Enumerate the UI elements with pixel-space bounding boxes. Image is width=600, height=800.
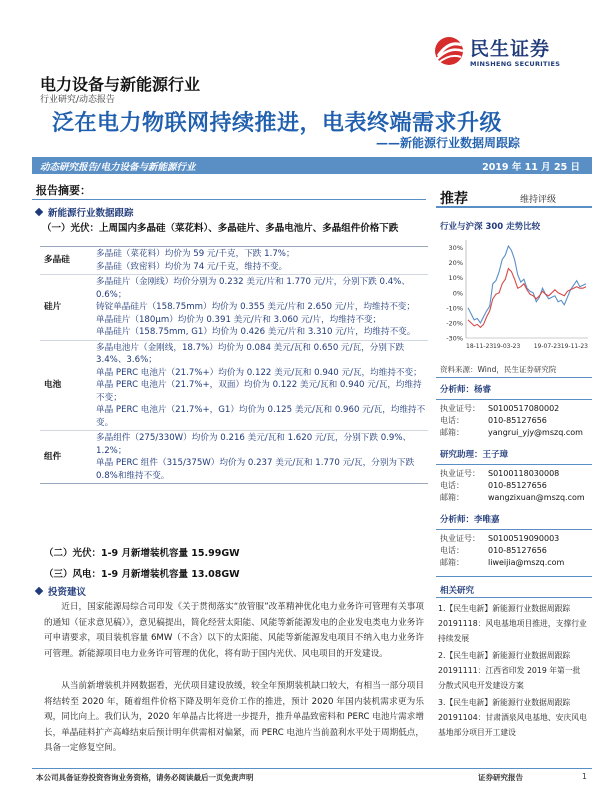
rating-sub: 维持评级: [520, 195, 557, 205]
footer-label: 证券研究报告: [478, 773, 523, 782]
chart-x-tick-label: 19-07-23: [533, 343, 561, 350]
investment-paragraph-1: 近日，国家能源局综合司印发《关于贯彻落实“放管服”改革精神优化电力业务许可管理有关事项的通知（征求意见稿）》，意见稿提出，简化经营太阳能、风能等新能源发电的企业发电类电力业务许可申请要求，项目装机容量 6MW（不含）以下的太阳能、风能等新能源发电项目不纳入电力业务许可管理。新能源项目电力业务许可管理的优化，将有助于国内光伏、风电项目的开发建设。: [44, 602, 424, 659]
chart-series-line: [468, 269, 586, 328]
table-description: 多晶硅片（金刚线）均价分别为 0.232 美元/片和 1.770 元/片，分别下跌 0.4%、0.6%； 铸锭单晶硅片（158.75mm）均价为 0.355 美元/片和 2.650 元/片，均维持不变； 单晶硅片（180μm）均价为 0.391 美元/片和 3.060 元/片，均维持不变； 单晶硅片（158.75mm, G1）均价为 0.426 美元/片和 3.310 元/片，均维持不变。: [94, 275, 428, 341]
table-category: 多晶硅: [40, 247, 94, 275]
footer-divider: [32, 768, 592, 769]
analyst-phone-label: 电话：: [440, 546, 464, 555]
chart-series-line: [468, 246, 586, 323]
analyst-email[interactable]: [440, 492, 590, 504]
table-description: 多晶电池片（金刚线，18.7%）均价为 0.084 美元/瓦和 0.650 元/瓦，分别下跌 3.4%、3.6%； 单晶 PERC 电池片（21.7%+）均价为 0.122 美元/瓦和 0.940 元/瓦，均维持不变； 单晶 PERC 电池片（21.7%+，双面）均价为 0.122 美元/瓦和 0.940 元/瓦，均维持不变； 单晶 PERC 电池片（21.7%+，G1）均价为 0.125 美元/瓦和 0.960 元/瓦，均维持不变。: [94, 340, 428, 431]
related-report-link[interactable]: 3.【民生电新】新能源行业数据周跟踪20191104：甘肃酒泉风电基地、安庆风电基地部分项目开工建设: [438, 698, 587, 737]
chart-y-tick-label: -30%: [446, 334, 463, 343]
analyst-email-label: 邮箱：: [440, 428, 464, 437]
table-category: 电池: [40, 340, 94, 431]
report-title: 泛在电力物联网持续推进，电表终端需求升级: [52, 111, 503, 136]
summary-heading: 报告摘要：: [36, 184, 91, 197]
divider: [436, 597, 592, 598]
analyst-cert-value: S0100118030008: [488, 469, 560, 478]
chart-y-tick-label: -20%: [446, 319, 463, 328]
analyst-cert-label: 执业证号：: [440, 469, 480, 478]
minsheng-logo-icon: [432, 36, 466, 66]
table-description: 多晶组件（275/330W）均价为 0.216 美元/瓦和 1.620 元/瓦，分别下跌 0.9%、1.2%； 单晶 PERC 组件（315/375W）均价为 0.237 美元/瓦和 1.770 元/瓦，分别为下跌 0.8%和维持不变。: [94, 431, 428, 484]
trend-chart: [436, 234, 592, 354]
analyst-card: [440, 383, 590, 439]
related-report-link[interactable]: 1.【民生电新】新能源行业数据周跟踪20191118：风电基地项目推进，支撑行业持续发展: [438, 604, 587, 643]
analyst-card: [440, 513, 590, 569]
analyst-phone-value: 010-85127656: [488, 416, 547, 425]
divider: [32, 199, 426, 200]
table-description: 多晶硅（菜花料）均价为 59 元/千克，下跌 1.7%； 多晶硅（致密料）均价为 74 元/千克，维持不变。: [94, 247, 428, 275]
analyst-email-value[interactable]: yangrui_yjy@mszq.com: [488, 428, 583, 437]
related-research-heading: 相关研究: [440, 586, 475, 596]
chart-y-tick-label: 10%: [448, 274, 463, 283]
analyst-role: 研究助理：王子璋: [440, 450, 509, 460]
divider: [436, 399, 592, 400]
header-band: [32, 157, 592, 174]
section-heading-data-tracking: [36, 205, 134, 219]
table-category: 硅片: [40, 275, 94, 341]
analyst-email-label: 邮箱：: [440, 493, 464, 502]
chart-source: 资料来源：Wind，民生证券研究院: [440, 365, 557, 374]
diamond-bullet-icon: [35, 587, 43, 595]
price-table: [40, 246, 428, 484]
analyst-phone-value: 010-85127656: [488, 546, 547, 555]
analyst-cert: [440, 403, 590, 415]
report-subtitle: ——新能源行业数据周跟踪: [376, 136, 521, 150]
chart-y-tick-label: 30%: [448, 244, 463, 253]
pv-capacity-heading: （二）光伏：1-9 月新增装机容量 15.99GW: [44, 548, 240, 559]
analyst-email-value[interactable]: wangzixuan@mszq.com: [488, 493, 585, 502]
chart-y-tick-label: -10%: [446, 304, 463, 313]
analyst-phone-value: 010-85127656: [488, 481, 547, 490]
report-date: 2019 年 11 月 25 日: [482, 162, 580, 173]
section-heading-text: 投资建议: [48, 587, 87, 598]
analyst-phone: [440, 415, 590, 427]
analyst-card: [440, 448, 590, 504]
table-row: [40, 247, 428, 275]
divider: [436, 576, 592, 577]
brand-name-cn: 民生证券: [470, 38, 551, 60]
analyst-email[interactable]: [440, 427, 590, 439]
page-number: 1: [582, 772, 587, 781]
brand-name-en: MINSHENG SECURITIES: [470, 60, 561, 68]
footer-disclaimer: 本公司具备证券投资咨询业务资格，请务必阅读最后一页免责声明: [36, 773, 254, 782]
analyst-cert-label: 执业证号：: [440, 404, 480, 413]
table-row: [40, 431, 428, 484]
related-report-link[interactable]: 2.【民生电新】新能源行业数据周跟踪20191111：江西省印发 2019 年第一批分散式风电开发建设方案: [438, 651, 581, 690]
analyst-cert-value: S0100519090003: [488, 534, 560, 543]
divider: [436, 529, 592, 530]
chart-x-tick-label: 19-11-23: [560, 343, 588, 350]
diamond-bullet-icon: [35, 208, 43, 216]
chart-y-tick-label: 0%: [452, 289, 463, 298]
table-row: [40, 340, 428, 431]
analyst-role: 分析师：李唯嘉: [440, 515, 500, 525]
table-category: 组件: [40, 431, 94, 484]
analyst-cert: [440, 533, 590, 545]
analyst-phone-label: 电话：: [440, 481, 464, 490]
industry-title: 电力设备与新能源行业: [40, 75, 201, 94]
analyst-email[interactable]: [440, 557, 590, 569]
chart-x-tick-label: 18-11-23: [466, 343, 494, 350]
analyst-cert-value: S0100517080002: [488, 404, 560, 413]
rating-box: [436, 186, 592, 208]
brand-logo: [432, 34, 600, 76]
divider: [436, 464, 592, 465]
chart-title: 行业与沪深 300 走势比较: [440, 222, 541, 232]
band-category: 动态研究报告/电力设备与新能源行业: [40, 162, 196, 173]
analyst-phone: [440, 545, 590, 557]
analyst-email-value[interactable]: liweijia@mszq.com: [488, 558, 565, 567]
chart-x-tick-label: 19-03-23: [493, 343, 521, 350]
report-type: 行业研究/动态报告: [40, 95, 116, 105]
pv-price-heading: （一）光伏：上周国内多晶硅（菜花料）、多晶硅片、多晶电池片、多晶组件价格下跌: [42, 223, 399, 234]
table-row: [40, 275, 428, 341]
analyst-role: 分析师：杨睿: [440, 385, 492, 395]
analyst-phone: [440, 480, 590, 492]
analyst-phone-label: 电话：: [440, 416, 464, 425]
divider: [436, 377, 592, 378]
wind-capacity-heading: （三）风电：1-9 月新增装机容量 13.08GW: [44, 569, 240, 580]
analyst-cert-label: 执业证号：: [440, 534, 480, 543]
section-heading-text: 新能源行业数据跟踪: [48, 208, 134, 219]
section-heading-investment: [36, 584, 86, 598]
analyst-cert: [440, 468, 590, 480]
chart-y-tick-label: 20%: [448, 259, 463, 268]
investment-paragraph-2: 从当前新增装机并网数据看，光伏项目建设放缓，较全年预期装机缺口较大，有相当一部分项目将结转至 2020 年，随着组件价格下降及明年竞价工作的推进，预计 2020 年国内装机需求更为乐观，同比向上。我们认为，2020 年单晶占比将进一步提升，推升单晶致密料和 PERC 电池片需求增长，单晶硅料扩产高峰结束后预计明年供需相对偏紧，而 PERC 电池片当前盈利水平处于周期低点，具备一定修复空间。: [44, 681, 424, 753]
rating-label: 推荐: [440, 191, 468, 207]
analyst-email-label: 邮箱：: [440, 558, 464, 567]
